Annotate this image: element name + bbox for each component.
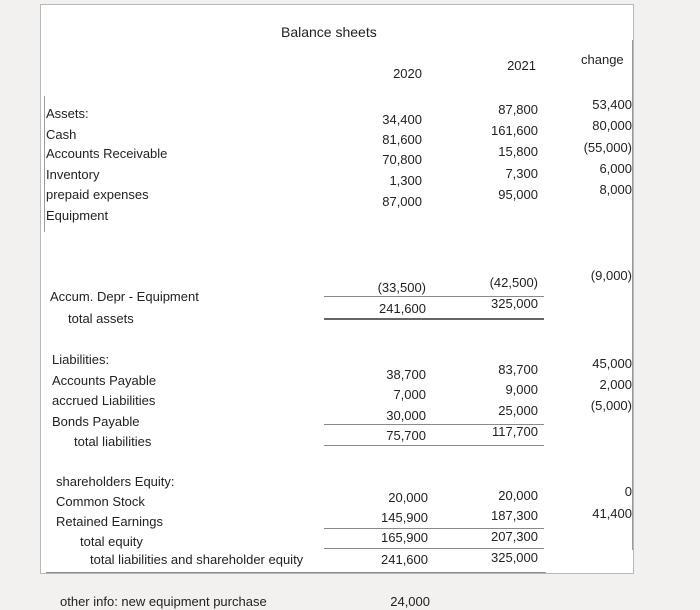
cell-2021: 187,300 — [491, 508, 538, 523]
cell-2021: 87,800 — [498, 102, 538, 117]
cell-2021: (42,500) — [489, 275, 538, 290]
cell-2020: 145,900 — [381, 510, 428, 525]
cell-2020: 241,600 — [381, 552, 428, 567]
cell-change: 2,000 — [599, 377, 632, 392]
cell-change: 53,400 — [592, 97, 632, 112]
cell-2021: 25,000 — [498, 403, 538, 418]
total-assets-label: total assets — [68, 311, 134, 326]
sheet-title: Balance sheets — [281, 24, 377, 40]
double-underline — [324, 318, 544, 320]
cell-2020: 241,600 — [379, 301, 426, 316]
row-label: Bonds Payable — [52, 414, 140, 429]
cell-change: (5,000) — [590, 398, 632, 413]
cell-change: (55,000) — [583, 140, 632, 155]
cell-change: 0 — [624, 484, 632, 499]
total-liabilities-label: total liabilities — [74, 434, 152, 449]
cell-2020: 75,700 — [386, 428, 426, 443]
cell-change: 41,400 — [592, 506, 632, 521]
cell-change: 6,000 — [599, 161, 632, 176]
header-2020: 2020 — [393, 66, 422, 81]
cell-2021: 20,000 — [498, 488, 538, 503]
cell-2020: 30,000 — [386, 408, 426, 423]
other-info-value: 24,000 — [390, 594, 430, 609]
underline — [324, 445, 544, 446]
cell-2020: (33,500) — [377, 280, 426, 295]
cell-2021: 325,000 — [491, 296, 538, 311]
row-label: Common Stock — [56, 494, 145, 509]
header-change: change — [581, 52, 624, 67]
other-info-label: other info: new equipment purchase — [60, 594, 267, 609]
accum-label: Accum. Depr - Equipment — [50, 289, 199, 304]
equity-heading: shareholders Equity: — [56, 474, 175, 489]
cell-change: 8,000 — [599, 182, 632, 197]
cell-change: 45,000 — [592, 356, 632, 371]
cell-2020: 7,000 — [393, 387, 426, 402]
cell-2021: 325,000 — [491, 550, 538, 565]
row-border — [44, 96, 45, 232]
column-border — [632, 40, 633, 550]
underline — [324, 548, 544, 549]
cell-2021: 83,700 — [498, 362, 538, 377]
assets-heading: Assets: — [46, 106, 89, 121]
total-liab-equity-label: total liabilities and shareholder equity — [90, 552, 304, 567]
cell-2020: 165,900 — [381, 530, 428, 545]
cell-2020: 81,600 — [382, 132, 422, 147]
cell-2021: 117,700 — [491, 424, 538, 439]
cell-2020: 87,000 — [382, 194, 422, 209]
cell-2021: 161,600 — [491, 123, 538, 138]
cell-2021: 7,300 — [505, 166, 538, 181]
row-label: Retained Earnings — [56, 514, 163, 529]
cell-2020: 38,700 — [386, 367, 426, 382]
bottom-rule — [46, 572, 546, 573]
row-label: Inventory — [46, 167, 100, 182]
cell-change: (9,000) — [590, 268, 632, 283]
row-label: Cash — [46, 127, 77, 142]
header-2021: 2021 — [507, 58, 536, 73]
row-label: accrued Liabilities — [52, 393, 156, 408]
cell-2020: 1,300 — [389, 173, 422, 188]
row-label: Accounts Receivable — [46, 146, 168, 161]
total-equity-label: total equity — [80, 534, 143, 549]
cell-change: 80,000 — [592, 118, 632, 133]
cell-2020: 34,400 — [382, 112, 422, 127]
row-label: Accounts Payable — [52, 373, 157, 388]
cell-2021: 15,800 — [498, 144, 538, 159]
cell-2021: 207,300 — [491, 529, 538, 544]
cell-2020: 70,800 — [382, 152, 422, 167]
row-label: Equipment — [46, 208, 109, 223]
cell-2021: 9,000 — [505, 382, 538, 397]
cell-2021: 95,000 — [498, 187, 538, 202]
liabilities-heading: Liabilities: — [52, 352, 110, 367]
row-label: prepaid expenses — [46, 187, 149, 202]
cell-2020: 20,000 — [388, 490, 428, 505]
